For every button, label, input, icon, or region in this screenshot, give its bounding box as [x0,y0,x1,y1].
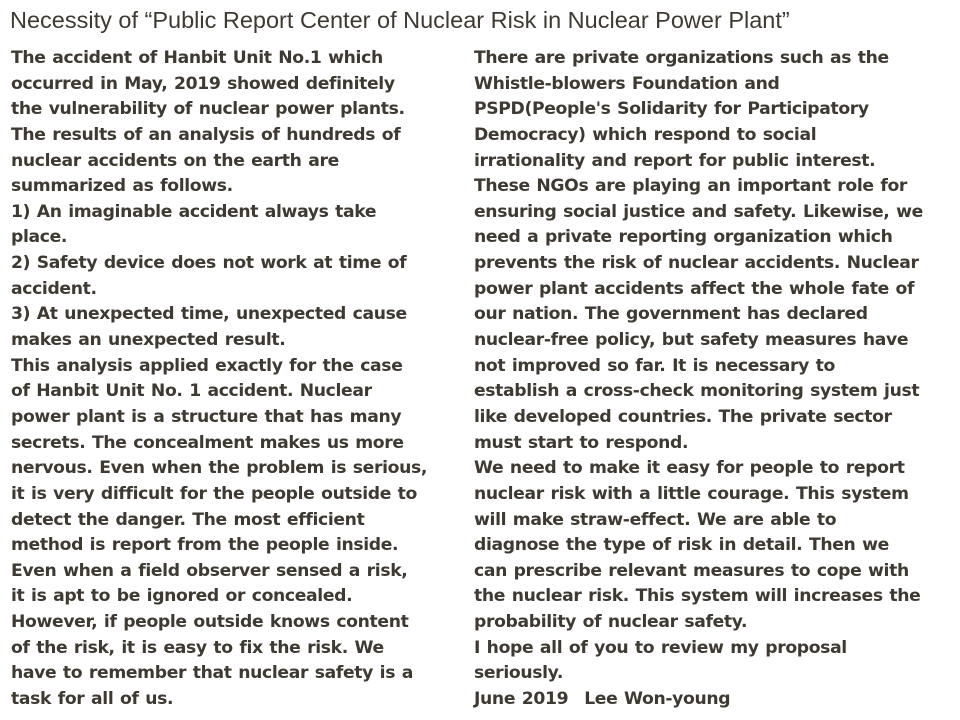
text-line: power plant accidents affect the whole fate of [474,278,915,299]
text-line: Democracy) which respond to social [474,124,817,145]
text-line: it is apt to be ignored or concealed. [11,586,353,607]
text-line: nuclear accidents on the earth are [11,150,339,171]
text-line: it is very difficult for the people outside to [11,483,417,504]
text-line: need a private reporting organization which [474,227,893,248]
text-line: We need to make it easy for people to report [474,458,905,479]
text-line: have to remember that nuclear safety is a [11,663,413,684]
text-line: the vulnerability of nuclear power plants. [11,99,405,120]
text-line: 3) At unexpected time, unexpected cause [11,304,407,325]
text-line: occurred in May, 2019 showed definitely [11,73,395,94]
text-line: ensuring social justice and safety. Likewise, we [474,201,923,222]
text-line: The results of an analysis of hundreds of [11,124,401,145]
text-line: This analysis applied exactly for the case [11,355,403,376]
text-line: prevents the risk of nuclear accidents. Nuclear [474,253,919,274]
text-line: of the risk, it is easy to fix the risk. We [11,637,384,658]
text-line: the nuclear risk. This system will increases the [474,586,921,607]
text-line: method is report from the people inside. [11,535,399,556]
left-column [11,46,461,713]
text-line: our nation. The government has declared [474,304,868,325]
text-line: establish a cross-check monitoring system just [474,381,920,402]
text-line: accident. [11,278,97,299]
text-line: probability of nuclear safety. [474,612,748,633]
signature-date: June 2019 [474,689,569,710]
text-line: nuclear risk with a little courage. This system [474,483,909,504]
text-line: irrationality and report for public interest. [474,150,876,171]
text-line: task for all of us. [11,689,174,710]
text-line: will make straw-effect. We are able to [474,509,837,530]
text-line: can prescribe relevant measures to cope with [474,560,909,581]
text-line: PSPD(People's Solidarity for Participatory [474,99,869,120]
text-line: Whistle-blowers Foundation and [474,73,780,94]
text-line: like developed countries. The private sector [474,406,892,427]
document-title: Necessity of “Public Report Center of Nuclear Risk in Nuclear Power Plant” [10,7,790,33]
text-line: place. [11,227,68,248]
text-line: nervous. Even when the problem is serious, [11,458,428,479]
text-line: seriously. [474,663,564,684]
text-line: The accident of Hanbit Unit No.1 which [11,48,383,68]
text-line: diagnose the type of risk in detail. Then we [474,535,889,556]
right-column [474,46,958,713]
text-line: 2) Safety device does not work at time of [11,253,407,274]
text-line: not improved so far. It is necessary to [474,355,835,376]
text-line: of Hanbit Unit No. 1 accident. Nuclear [11,381,372,402]
text-line: I hope all of you to review my proposal [474,637,847,658]
text-line: must start to respond. [474,432,689,453]
text-line: There are private organizations such as the [474,48,889,68]
text-line: 1) An imaginable accident always take [11,201,377,222]
text-line: makes an unexpected result. [11,330,286,351]
text-line: These NGOs are playing an important role for [474,176,908,197]
text-line: Even when a field observer sensed a risk, [11,560,408,581]
text-line: secrets. The concealment makes us more [11,432,404,453]
signature-line [474,687,958,713]
text-line: power plant is a structure that has many [11,406,402,427]
text-line: summarized as follows. [11,176,233,197]
signature-author: Lee Won-young [584,689,731,710]
text-line: However, if people outside knows content [11,612,409,633]
text-line: nuclear-free policy, but safety measures have [474,330,909,351]
text-line: detect the danger. The most efficient [11,509,365,530]
